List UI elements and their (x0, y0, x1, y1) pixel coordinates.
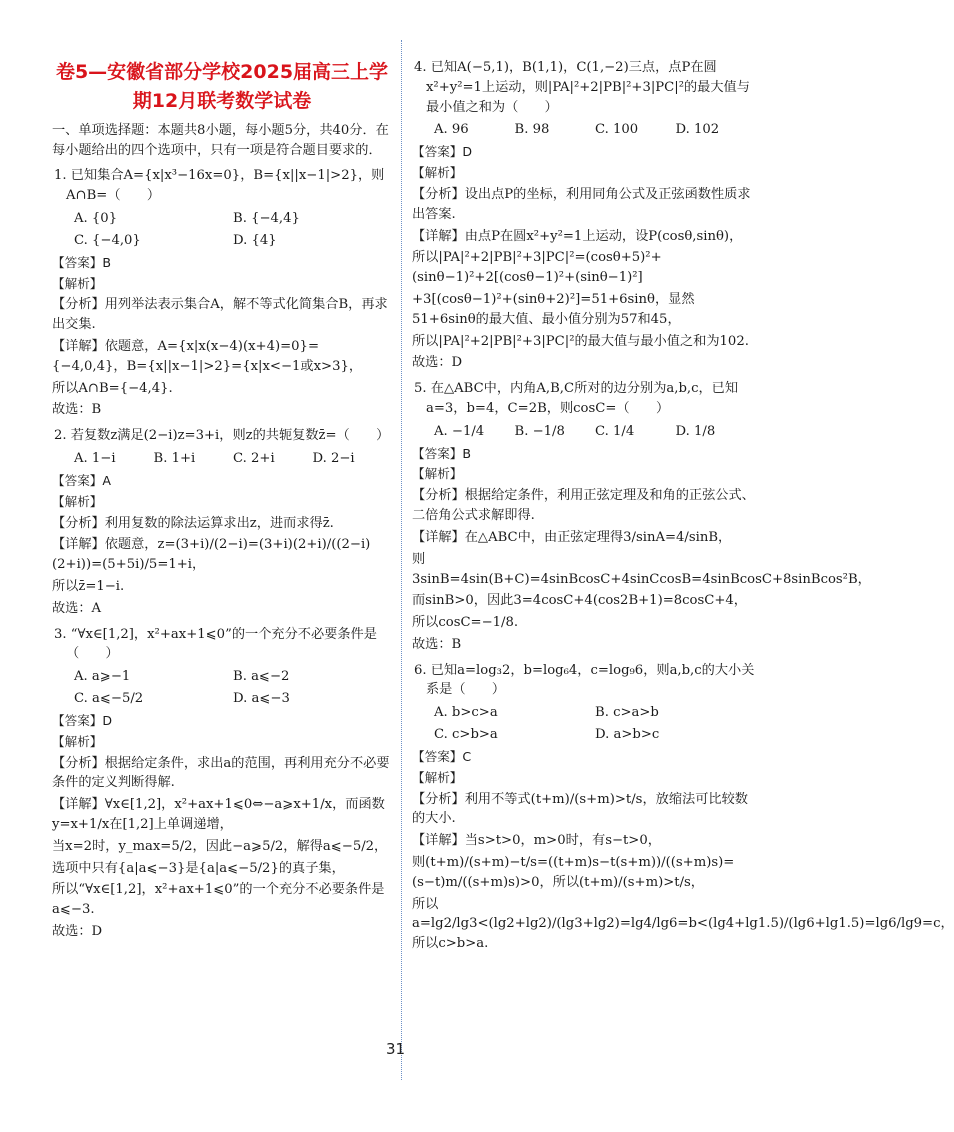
answer: 【答案】D (52, 712, 113, 728)
detail-line: 当x=2时，y_max=5/2，因此−a⩾5/2，解得a⩽−5/2， (52, 838, 388, 854)
detail-line: 所以|PA|²+2|PB|²+3|PC|²=(cosθ+5)²+(sinθ−1)²+2[(cosθ−1)²+(sinθ−1)²] (412, 250, 662, 286)
column-divider (401, 40, 402, 1080)
option-d: D. 1/8 (675, 423, 716, 439)
option-c: C. a⩽−5/2 (74, 690, 144, 706)
option-a: A. b>c>a (434, 705, 498, 721)
question-6 (412, 661, 954, 954)
left-column (52, 58, 392, 944)
right-column (412, 58, 954, 956)
detail-line: 所以cosC=−1/8. (412, 615, 519, 631)
detail-line: 则(t+m)/(s+m)−t/s=((t+m)s−t(s+m))/((s+m)s)=(s−t)m/((s+m)s)>0，所以(t+m)/(s+m)>t/s， (412, 855, 735, 890)
detail-line: 所以z̄=1−i. (52, 578, 125, 594)
question-stem: 3. “∀x∈[1,2]，x²+ax+1⩽0”的一个充分不必要条件是（ ） (54, 626, 377, 662)
analysis: 【分析】设出点P的坐标，利用同角公式及正弦函数性质求出答案. (412, 186, 751, 222)
detail-line: 所以A∩B={−4,4}. (52, 380, 173, 396)
question-1 (52, 166, 392, 420)
detail-line: 则3sinB=4sin(B+C)=4sinBcosC+4sinCcosB=4sinBcosC+8sinBcos²B， (412, 551, 871, 587)
question-5 (412, 379, 871, 655)
option-c: C. c>b>a (434, 727, 498, 743)
detail-line: 而sinB>0，因此3=4cosC+4(cos2B+1)=8cosC+4， (412, 593, 747, 609)
option-d: D. 2−i (312, 451, 355, 467)
answer: 【答案】D (412, 144, 473, 160)
detail-line: 【详解】∀x∈[1,2]，x²+ax+1⩽0⇔−a⩾x+1/x，而函数y=x+1/x在[1,2]上单调递增， (52, 797, 385, 832)
option-b: B. −1/8 (514, 423, 565, 439)
option-d: D. a>b>c (595, 727, 660, 743)
detail-line: 所以“∀x∈[1,2]，x²+ax+1⩽0”的一个充分不必要条件是a⩽−3. (52, 882, 385, 918)
detail-line: +3[(cosθ−1)²+(sinθ+2)²]=51+6sinθ，显然51+6sinθ的最大值、最小值分别为57和45， (412, 291, 695, 327)
jiexi-heading: 【解析】 (52, 733, 103, 749)
option-a: A. −1/4 (434, 423, 485, 439)
answer: 【答案】C (412, 748, 472, 764)
option-b: B. {−4,4} (233, 211, 300, 227)
detail-line: 【详解】在△ABC中，由正弦定理得3/sinA=4/sinB， (412, 529, 732, 545)
question-4 (412, 58, 756, 373)
option-d: D. 102 (675, 122, 720, 138)
detail-line: 故选：D (412, 355, 463, 371)
options (52, 209, 392, 251)
section-intro: 一、单项选择题：本题共8小题，每小题5分，共40分．在每小题给出的四个选项中，只有一项是符合题目要求的． (52, 122, 389, 158)
jiexi-heading: 【解析】 (52, 493, 103, 509)
option-b: B. c>a>b (595, 705, 659, 721)
option-b: B. a⩽−2 (233, 669, 290, 685)
detail-line: 【详解】依题意，z=(3+i)/(2−i)=(3+i)(2+i)/((2−i)(2+i))=(5+5i)/5=1+i， (52, 537, 371, 573)
question-2 (52, 426, 392, 618)
option-a: A. 1−i (74, 451, 116, 467)
analysis: 【分析】利用复数的除法运算求出z，进而求得z̄. (52, 515, 334, 531)
jiexi-heading: 【解析】 (52, 275, 103, 291)
option-c: C. 100 (595, 122, 639, 138)
detail-line: 故选：A (52, 600, 102, 616)
answer: 【答案】A (52, 472, 111, 488)
detail-line: 故选：D (52, 923, 103, 939)
question-3 (52, 625, 392, 942)
detail-line: 故选：B (52, 402, 102, 418)
option-c: C. 1/4 (595, 423, 635, 439)
page-title (52, 58, 392, 117)
title-line-2: 期12月联考数学试卷 (132, 90, 312, 113)
detail-line: 【详解】当s>t>0，m>0时，有s−t>0， (412, 833, 661, 849)
options (412, 422, 756, 442)
answer: 【答案】B (52, 254, 112, 270)
option-d: D. {4} (233, 232, 277, 248)
detail-line: 所以|PA|²+2|PB|²+3|PC|²的最大值与最小值之和为102. (412, 333, 749, 349)
question-stem: 2. 若复数z满足(2−i)z=3+i，则z的共轭复数z̄=（ ） (54, 428, 390, 444)
option-a: A. a⩾−1 (74, 669, 131, 685)
detail-line: 故选：B (412, 636, 462, 652)
title-line-1: 卷5—安徽省部分学校2025届高三上学 (55, 61, 389, 83)
jiexi-heading: 【解析】 (412, 165, 463, 181)
question-stem: 1. 已知集合A={x|x³−16x=0}，B={x||x−1|>2}，则A∩B=（ ） (54, 168, 385, 204)
options (412, 120, 756, 140)
analysis: 【分析】利用不等式(t+m)/(s+m)>t/s，放缩法可比较数的大小. (412, 791, 748, 827)
question-stem: 6. 已知a=log₃2，b=log₆4，c=log₉6，则a,b,c的大小关系是（ ） (414, 662, 755, 698)
option-a: A. 96 (434, 122, 469, 138)
answer: 【答案】B (412, 445, 472, 461)
option-b: B. 98 (514, 122, 550, 138)
option-d: D. a⩽−3 (233, 690, 290, 706)
detail-line: 选项中只有{a|a⩽−3}是{a|a⩽−5/2}的真子集， (52, 860, 345, 876)
option-c: C. 2+i (233, 451, 275, 467)
options (52, 667, 392, 709)
detail-line: 【详解】由点P在圆x²+y²=1上运动，设P(cosθ,sinθ)， (412, 228, 743, 244)
detail-line: 【详解】依题意，A={x|x(x−4)(x+4)=0}={−4,0,4}，B={x||x−1|>2}={x|x<−1或x>3}， (52, 339, 363, 374)
analysis: 【分析】根据给定条件，求出a的范围，再利用充分不必要条件的定义判断得解. (52, 755, 390, 791)
option-c: C. {−4,0} (74, 232, 141, 248)
options (412, 703, 756, 745)
detail-line: 所以a=lg2/lg3<(lg2+lg2)/(lg3+lg2)=lg4/lg6=b<(lg4+lg1.5)/(lg6+lg1.5)=lg6/lg9=c，所以c>b>a. (412, 896, 954, 952)
question-stem: 5. 在△ABC中，内角A,B,C所对的边分别为a,b,c，已知a=3，b=4，C=2B，则cosC=（ ） (414, 381, 739, 416)
option-b: B. 1+i (153, 451, 196, 467)
options (52, 449, 392, 469)
option-a: A. {0} (74, 211, 118, 227)
page-number: 31 (386, 1040, 406, 1058)
jiexi-heading: 【解析】 (412, 769, 463, 785)
analysis: 【分析】根据给定条件，利用正弦定理及和角的正弦公式、二倍角公式求解即得. (412, 488, 755, 524)
jiexi-heading: 【解析】 (412, 466, 463, 482)
analysis: 【分析】用列举法表示集合A，解不等式化简集合B，再求出交集. (52, 297, 388, 333)
question-stem: 4. 已知A(−5,1)，B(1,1)，C(1,−2)三点，点P在圆x²+y²=1上运动，则|PA|²+2|PB|²+3|PC|²的最大值与最小值之和为（ ） (414, 60, 750, 115)
